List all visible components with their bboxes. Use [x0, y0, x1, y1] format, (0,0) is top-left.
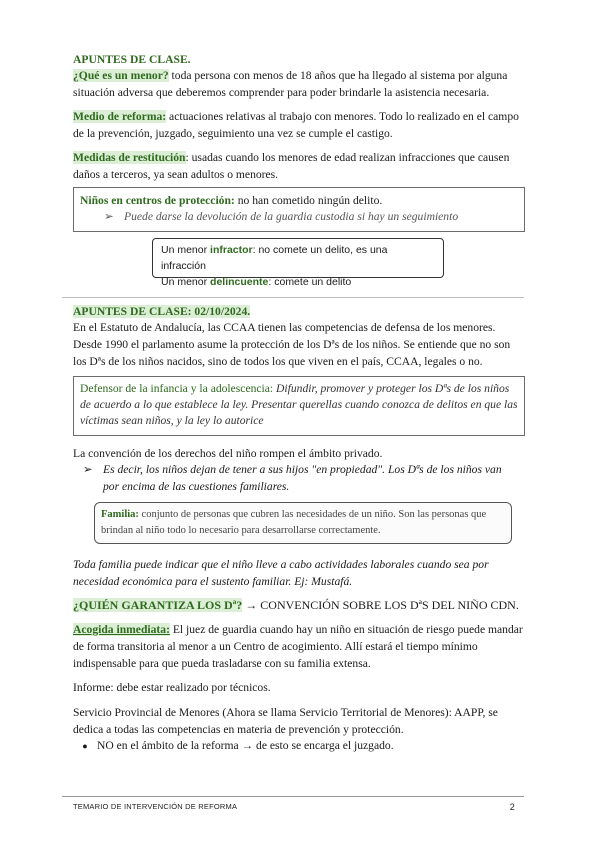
- arrow-icon: ➢: [104, 210, 114, 223]
- paragraph-informe: Informe: debe estar realizado por técnicos.: [73, 681, 271, 694]
- heading-quien-garantiza: ¿QUIÉN GARANTIZA LOS Dª? → CONVENCIÓN SOBRE LOS DªS DEL NIÑO CDN.: [73, 598, 519, 612]
- footer-title: TEMARIO DE INTERVENCIÓN DE REFORMA: [73, 802, 238, 811]
- note-infractor-delincuente: Un menor infractor: no comete un delito, es una infracción Un menor delincuente: comete un delito: [152, 238, 444, 278]
- paragraph-convencion: La convención de los derechos del niño rompen el ámbito privado.: [73, 447, 383, 460]
- term-familia: Familia:: [101, 509, 139, 520]
- term-acogida: Acogida inmediata:: [73, 623, 170, 636]
- paragraph-menor: ¿Qué es un menor? toda persona con menos de 18 años que ha llegado al sistema por alguna situación adversa que deberemos comprender para poder brindarle la asistencia necesaria.: [73, 69, 508, 99]
- term-infractor: infractor: [210, 244, 253, 256]
- section-title-2: APUNTES DE CLASE: 02/10/2024.: [73, 305, 251, 318]
- term-menor: ¿Qué es un menor?: [73, 69, 169, 82]
- arrow-icon: ➢: [83, 463, 93, 476]
- paragraph-medio-reforma: Medio de reforma: actuaciones relativas al trabajo con menores. Todo lo realizado en el campo de la prevención, juzgado, seguimiento una vez se cumple el castigo.: [73, 110, 519, 140]
- term-medio-reforma: Medio de reforma:: [73, 110, 167, 123]
- page-footer: [73, 802, 525, 811]
- term-quien-garantiza: ¿QUIÉN GARANTIZA LOS Dª?: [73, 598, 243, 612]
- paragraph-familia-laboral: Toda familia puede indicar que el niño lleve a cabo actividades laborales cuando sea por necesidad económica para el sustento familiar. Ej: Mustafá.: [73, 558, 489, 588]
- bullet-icon: ●: [82, 741, 88, 751]
- list-item: ● NO en el ámbito de la reforma → de esto se encarga el juzgado.: [73, 737, 525, 755]
- term-delincuente: delincuente: [210, 276, 269, 288]
- paragraph-estatuto: En el Estatuto de Andalucía, las CCAA tienen las competencias de defensa de los menores. Desde 1990 el parlamento asume la protección de los Dªs de los niños. Se entiende que no son los Dªs de los niños nacidos, sino de todos los que viven en el país, CCAA, legales o no.: [73, 321, 511, 368]
- sub-point-convencion: ➢ Es decir, los niños dejan de tener a sus hijos "en propiedad". Los Dªs de los niños van por encima de las cuestiones familiares.: [83, 463, 502, 493]
- paragraph-medidas: Medidas de restitución: usadas cuando los menores de edad realizan infracciones que causen daños a terceros, ya sean adultos o menores.: [73, 151, 510, 181]
- section-divider: [62, 297, 524, 298]
- paragraph-acogida: Acogida inmediata: El juez de guardia cuando hay un niño en situación de riesgo puede mandar de forma transitoria al menor a un Centro de acogimiento. Allí estará el tiempo mínimo indispensable para que pueda trasladarse con su familia extensa.: [73, 623, 523, 670]
- term-centros: Niños en centros de protección:: [80, 194, 235, 207]
- footer-divider: [62, 796, 524, 797]
- callout-centros-proteccion: Niños en centros de protección: no han cometido ningún delito. ➢ Puede darse la devolución de la guardia custodia si hay un seguimiento: [73, 187, 525, 232]
- paragraph-servicio: Servicio Provincial de Menores (Ahora se llama Servicio Territorial de Menores): AAPP, se dedica a todas las competencias en materia de prevención y protección.: [73, 706, 498, 736]
- term-medidas: Medidas de restitución: [73, 151, 186, 164]
- page-number: 2: [509, 802, 515, 812]
- callout-familia: Familia: conjunto de personas que cubren las necesidades de un niño. Son las personas que brindan al niño todo lo necesario para desarrollarse correctamente.: [94, 502, 512, 544]
- term-defensor: Defensor de la infancia y la adolescencia:: [80, 382, 274, 395]
- section-title-1: APUNTES DE CLASE.: [73, 53, 191, 66]
- callout-defensor: Defensor de la infancia y la adolescencia: Difundir, promover y proteger los Dªs de los niños de acuerdo a lo que establece la ley. Presentar querellas cuando conozca de delitos en que las víctimas sean niños, y la ley lo autorice: [73, 376, 525, 436]
